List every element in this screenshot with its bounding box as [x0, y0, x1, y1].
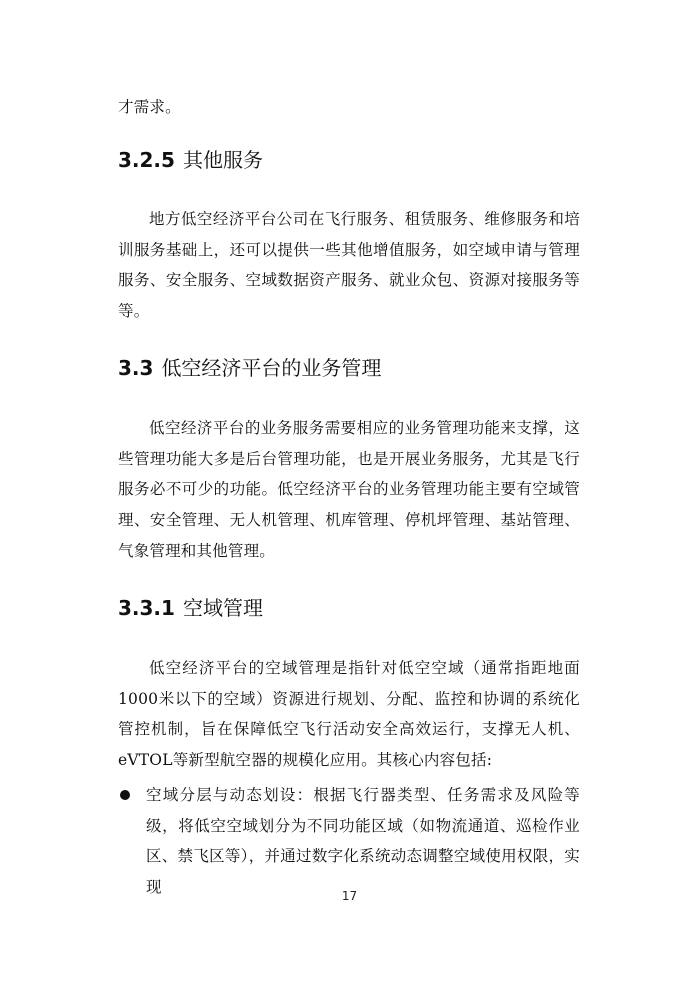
- section-title: 空域管理: [182, 596, 263, 620]
- section-heading-3-3: [118, 355, 381, 381]
- section-heading-3-3-1: [118, 595, 263, 621]
- continuation-text: 才需求。: [118, 98, 181, 116]
- section-title: 其他服务: [182, 148, 263, 172]
- section-number: 3.3: [118, 356, 154, 380]
- page-number: 17: [341, 889, 358, 903]
- section-paragraph: 低空经济平台的业务服务需要相应的业务管理功能来支撑，这些管理功能大多是后台管理功能，也是开展业务服务，尤其是飞行服务必不可少的功能。低空经济平台的业务管理功能主要有空域管理、安全管理、无人机管理、机库管理、停机坪管理、基站管理、气象管理和其他管理。: [118, 419, 580, 560]
- section-title: 低空经济平台的业务管理: [161, 356, 382, 380]
- list-item: [118, 780, 580, 903]
- section-number: 3.2.5: [118, 148, 175, 172]
- section-heading-3-2-5: [118, 147, 263, 173]
- section-paragraph: 低空经济平台的空域管理是指针对低空空域（通常指距地面1000米以下的空域）资源进行规划、分配、监控和协调的系统化管控机制，旨在保障低空飞行活动安全高效运行，支撑无人机、eVTOL等新型航空器的规模化应用。其核心内容包括:: [118, 659, 580, 770]
- list-item-text: 空域分层与动态划设：根据飞行器类型、任务需求及风险等级，将低空空域划分为不同功能区域（如物流通道、巡检作业区、禁飞区等），并通过数字化系统动态调整空域使用权限，实现: [146, 786, 580, 897]
- section-number: 3.3.1: [118, 596, 175, 620]
- section-paragraph: 地方低空经济平台公司在飞行服务、租赁服务、维修服务和培训服务基础上，还可以提供一些其他增值服务，如空域申请与管理服务、安全服务、空域数据资产服务、就业众包、资源对接服务等等。: [118, 210, 580, 321]
- bullet-icon: [118, 780, 146, 903]
